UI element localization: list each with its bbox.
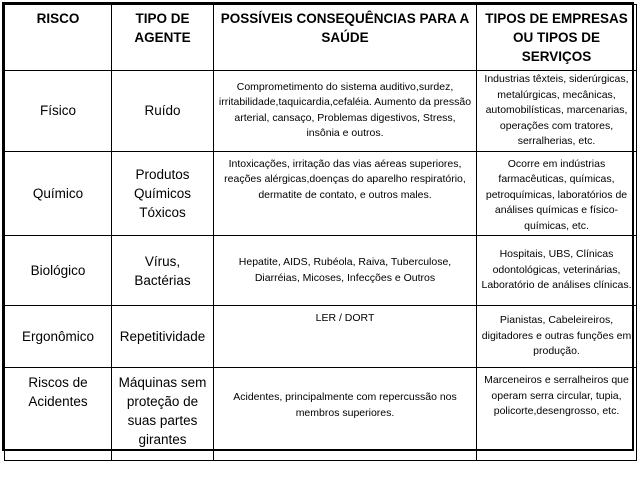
cell-consequencias: Acidentes, principalmente com repercussão nos membros superiores. (214, 368, 477, 461)
cell-agente: Máquinas sem proteção de suas partes girantes (112, 368, 214, 461)
cell-empresas: Hospitais, UBS, Clínicas odontológicas, veterinárias, Laboratório de análises clínicas. (477, 236, 637, 306)
cell-consequencias: Hepatite, AIDS, Rubéola, Raiva, Tuberculose, Diarréias, Micoses, Infecções e Outros (214, 236, 477, 306)
table-row (5, 236, 637, 306)
cell-empresas: Marceneiros e serralheiros que operam serra circular, tupia, policorte,desengrosso, etc. (477, 368, 637, 461)
cell-risco: Riscos de Acidentes (5, 368, 112, 461)
cell-risco: Físico (5, 71, 112, 152)
cell-risco: Ergonômico (5, 306, 112, 368)
table-row (5, 71, 637, 152)
risk-table (4, 4, 637, 461)
cell-consequencias: Intoxicações, irritação das vias aéreas superiores, reações alérgicas,doenças do aparelho respiratório, dermatite de contato, e outros males. (214, 151, 477, 236)
cell-risco: Químico (5, 151, 112, 236)
cell-empresas: Industrias têxteis, siderúrgicas, metalúrgicas, mecânicas, automobilísticas, marcenarias, operações com tratores, serralherias, etc. (477, 71, 637, 152)
header-empresas: TIPOS DE EMPRESAS OU TIPOS DE SERVIÇOS (477, 5, 637, 71)
table-row (5, 306, 637, 368)
table-row (5, 368, 637, 461)
cell-risco: Biológico (5, 236, 112, 306)
risk-table-container (2, 2, 634, 451)
header-tipo-agente: TIPO DE AGENTE (112, 5, 214, 71)
cell-agente: Produtos Químicos Tóxicos (112, 151, 214, 236)
cell-agente: Vírus, Bactérias (112, 236, 214, 306)
cell-empresas: Pianistas, Cabeleireiros, digitadores e outras funções em produção. (477, 306, 637, 368)
cell-consequencias: LER / DORT (214, 306, 477, 368)
table-row (5, 151, 637, 236)
header-consequencias: POSSÍVEIS CONSEQUÊNCIAS PARA A SAÚDE (214, 5, 477, 71)
cell-consequencias: Comprometimento do sistema auditivo,surdez, irritabilidade,taquicardia,cefaléia. Aumento da pressão arterial, cansaço, Problemas digestivos, Stress, insônia e outros. (214, 71, 477, 152)
cell-agente: Repetitividade (112, 306, 214, 368)
cell-agente: Ruído (112, 71, 214, 152)
cell-empresas: Ocorre em indústrias farmacêuticas, químicas, petroquímicas, laboratórios de análises químicas e físico-químicas, etc. (477, 151, 637, 236)
header-row (5, 5, 637, 71)
header-risco: RISCO (5, 5, 112, 71)
